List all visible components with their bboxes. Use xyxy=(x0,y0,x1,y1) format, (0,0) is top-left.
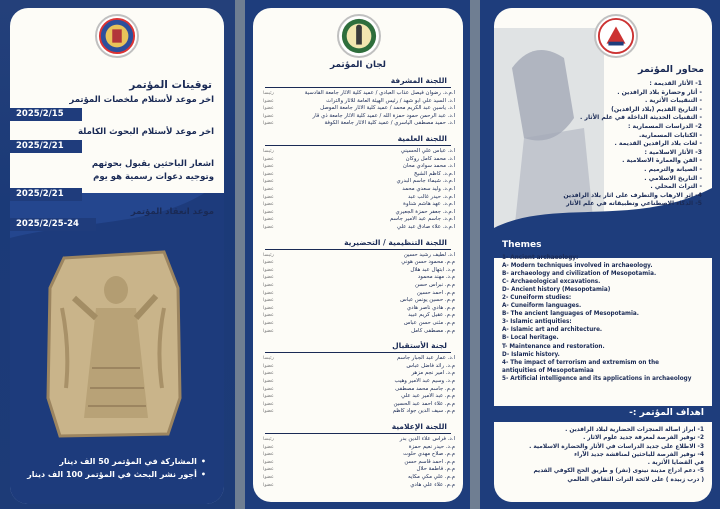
committee-member: م.د. رائد فاضل عباس xyxy=(406,362,455,369)
committee-member: م.م. صلاح مهدي حلوت xyxy=(403,451,455,458)
committee-member: أ.د. لطيف رشيد حسين xyxy=(403,251,455,258)
committee-member: م.د. امير نجم مزهر xyxy=(411,370,455,377)
schedule-item-date: 2025/2/21 xyxy=(10,188,82,201)
committee-member: م.م. سيف الدين جواد كاظم xyxy=(392,408,455,415)
committee-role: عضوا xyxy=(263,371,274,377)
committee-divider xyxy=(265,87,451,88)
committee-member: م.م. علاء علي هادي xyxy=(410,481,455,488)
committee-member: م.م. مصطفى كامل xyxy=(411,327,455,334)
committee-role: عضوا xyxy=(263,194,274,200)
goal-item: ( درب زبيدة ) على لائحة التراث الثقافي العالمي xyxy=(567,476,704,483)
committee-member: م.م. علاء احمد عبد الحسين xyxy=(393,400,455,407)
goal-item: في القضايا الأثرية . xyxy=(647,460,704,467)
axis-item: - الصيانة والترميم . xyxy=(644,165,702,173)
axis-item: - التقنيات الحديثة الداخلة في علم الأثار . xyxy=(580,114,702,122)
committee-member: أ.د. محمد كامل روكان xyxy=(405,155,455,162)
committee-role: عضوا xyxy=(263,320,274,326)
panel-themes xyxy=(480,0,720,509)
goal-item: 3- الاطلاع على جديد الدراسات في الأثار والحضارة الاسلامية . xyxy=(529,443,704,450)
committee-role: عضوا xyxy=(263,224,274,230)
committee-member: م.م. احمد قاسم حسن xyxy=(404,458,455,465)
schedule-item-label: اشعار الباحثين بقبول بحوثهم xyxy=(91,159,214,169)
committees-heading: لجان المؤتمر xyxy=(330,60,386,70)
theme-item: 4- The impact of terrorism and extremism on the xyxy=(502,359,659,366)
committee-role: عضوا xyxy=(263,394,274,400)
committee-role: عضوا xyxy=(263,171,274,177)
committee-title: لجنة الأستقبال xyxy=(392,341,447,351)
axis-item: 1- الأثار القديمة : xyxy=(649,80,702,87)
committees-card xyxy=(253,8,463,502)
committee-role: عضوا xyxy=(263,217,274,223)
committee-members xyxy=(295,252,455,336)
axis-item: - التاريخ الاسلامي . xyxy=(644,174,702,182)
committee-member: أ.م.د. جاسم عبد الامير جاسم xyxy=(389,216,455,223)
committee-member: أ.م.د. رضوان فيصل عذاب العبادي / عميد كلية الاثار جامعة القادسية xyxy=(304,90,455,96)
panel-schedule xyxy=(0,0,235,509)
committee-member: أ.م.د. كاظم الشيخ xyxy=(414,170,455,177)
themes-heading: Themes xyxy=(502,240,542,250)
committee-role: عضوا xyxy=(263,305,274,311)
committee-member: أ.د. عمار عبد الجبار جاسم xyxy=(396,355,455,362)
committee-member: م.م. حسين يونس عباس xyxy=(400,297,455,304)
committee-title: اللجنة التنظيمية / التحضيرية xyxy=(344,237,447,247)
committee-members xyxy=(295,355,455,416)
axis-item: - الكتابات المسمارية. xyxy=(638,131,702,139)
theme-item: 1- Ancient archaeology: xyxy=(502,255,579,261)
schedule-item-date: 2025/2/21 xyxy=(10,140,82,153)
committee-member: أ.د. السيد علي ابو شهد / رئيس الهيئة العامة للاثار والتراث xyxy=(326,97,455,104)
goal-item: 4- توفير الفرصة للباحثين لمناقشة جديد الآراء xyxy=(574,451,704,458)
theme-item: D- Islamic history. xyxy=(502,351,560,358)
committee-role: عضوا xyxy=(263,267,274,273)
committee-role: عضوا xyxy=(263,113,274,119)
committee-roles xyxy=(263,252,293,336)
axis-item: - التنقيبات الأثرية . xyxy=(644,97,702,105)
schedule-item-label-2: وتوجيه دعوات رسمية هو يوم xyxy=(93,172,214,182)
theme-item: 5- Artificial intelligence and its applications in archaeology xyxy=(502,375,692,382)
committee-role: عضوا xyxy=(263,98,274,104)
axis-item: - أثار وحضارة بلاد الرافدين . xyxy=(617,88,702,96)
axis-item: - الفن والعمارة الاسلامية . xyxy=(622,157,702,165)
committee-member: م.م. علي مكي مكايه xyxy=(408,473,455,480)
axis-item: 4- اثر الارهاب والتطرف على اثار بلاد الرافدين xyxy=(563,191,702,199)
committee-role: عضوا xyxy=(263,156,274,162)
committee-member: م.م. عقيل كريم عبيد xyxy=(408,312,455,319)
panel-committees xyxy=(245,0,470,509)
committee-title: اللجنة الإعلامية xyxy=(391,422,447,431)
committee-role: عضوا xyxy=(263,275,274,281)
committee-member: أ.د. ياسين عبد الكريم محمد / عميد كلية الاثار جامعة الموصل xyxy=(320,105,455,112)
committee-member: م.د. ابتهال عبد هلال xyxy=(410,266,455,273)
committee-member: م.م. عبد الامير عبد علي xyxy=(401,393,455,400)
axes-heading: محاور المؤتمر xyxy=(638,64,704,75)
committee-role: عضوا xyxy=(263,106,274,112)
themes-card xyxy=(494,8,712,502)
committee-role: رئيسا xyxy=(263,356,274,362)
schedule-item-label: موعد انعقاد المؤتمر xyxy=(130,207,214,217)
theme-item: A- Cuneiform languages. xyxy=(502,303,582,310)
committee-role: عضوا xyxy=(263,202,274,208)
committee-role: عضوا xyxy=(263,328,274,334)
schedule-item-label: اخر موعد لأستلام ملخصات المؤتمر xyxy=(69,95,214,105)
committee-role: عضوا xyxy=(263,282,274,288)
theme-item: 2- Cuneiform studies: xyxy=(502,295,572,302)
theme-item: D- Ancient history (Mesopotamia) xyxy=(502,287,611,294)
committee-member: أ.م.د. شيماء جاسم البدري xyxy=(396,178,455,185)
committee-role: عضوا xyxy=(263,164,274,170)
axis-item: 5- الذكاء الاصطناعي وتطبيقاته في علم الأثار xyxy=(566,200,702,208)
committee-member: أ.د. حميد مصطفى الياسري / عميد كلية الاثار جامعة الكوفة xyxy=(324,120,455,127)
axis-item: - التراث المحلي . xyxy=(650,183,702,191)
schedule-item-label: اخر موعد لأستلام البحوث الكاملة xyxy=(77,127,214,137)
committee-member: م.م. محمود حسن هوني xyxy=(401,259,455,266)
committee-role: عضوا xyxy=(263,260,274,266)
committee-roles xyxy=(263,436,293,489)
committee-member: م.د. وسيم عبد الامير وهيب xyxy=(394,377,455,384)
axis-item: - التاريخ القديم (بلاد الرافدين) xyxy=(611,105,702,113)
committee-role: عضوا xyxy=(263,401,274,407)
theme-item: 3- Islamic antiquities: xyxy=(502,319,572,326)
committee-member: أ.د. عبد الرحمن حمود حمزة الله / عميد كلية الاثار جامعة ذي قار xyxy=(312,112,455,119)
themes-list xyxy=(502,254,707,383)
committee-member: أ.م.د. عهد هاشم شناوة xyxy=(403,201,455,208)
fee-publication: • أجور نشر البحث في المؤتمر 100 الف دينار xyxy=(27,470,206,479)
committee-member: م.م. هادي ناصر هادي xyxy=(406,304,455,311)
committee-divider xyxy=(265,352,451,353)
goals-heading: اهداف المؤتمر :- xyxy=(629,408,704,418)
theme-item: B- archaeology and civilization of Mesopotamia. xyxy=(502,271,657,278)
fee-participation: • المشاركة في المؤتمر 50 الف دينار xyxy=(59,457,206,466)
axis-item: 3- الأثار الاسلامية : xyxy=(644,148,702,156)
committee-members xyxy=(295,436,455,489)
committee-role: عضوا xyxy=(263,386,274,392)
committee-role: عضوا xyxy=(263,444,274,450)
committee-member: أ.د. فراس علاء الدين بدر xyxy=(399,436,455,442)
goal-item: 1- ابراز اصالة المنجزات الحضارية لبلاد الرافدين . xyxy=(565,427,704,433)
theme-item: B- Local heritage. xyxy=(502,335,559,342)
committee-roles xyxy=(263,355,293,416)
axes-list xyxy=(522,80,702,209)
committee-role: عضوا xyxy=(263,313,274,319)
committee-member: أ.م.د. وليد سعدي محمد xyxy=(402,185,455,192)
goals-list xyxy=(504,426,704,484)
committee-member: م.م. فاطمة حلال xyxy=(416,466,455,473)
committee-member: أ.م.د. حيدر غالب عبد xyxy=(408,193,455,200)
committee-title: اللجنة المشرفة xyxy=(390,76,447,85)
committee-role: رئيسا xyxy=(263,149,274,154)
schedule-item-date: 2025/2/15 xyxy=(10,108,82,121)
committee-members xyxy=(295,148,455,232)
committee-divider xyxy=(265,145,451,146)
institute-logo-icon xyxy=(594,14,638,58)
committee-member: أ.م.د. علاء صادق عبد علي xyxy=(396,223,455,230)
committee-role: عضوا xyxy=(263,290,274,296)
committee-role: عضوا xyxy=(263,459,274,465)
committee-role: رئيسا xyxy=(263,252,274,258)
theme-item: A- Modern techniques involved in archaeology. xyxy=(502,263,653,270)
committee-role: عضوا xyxy=(263,409,274,415)
committee-title: اللجنة العلمية xyxy=(397,134,447,143)
committee-member: م.د. حيدر نعيم حمزة xyxy=(408,443,455,450)
schedule-item-date: 2025/2/25-24 xyxy=(10,218,96,231)
committee-roles xyxy=(263,90,293,128)
axis-item: 2- الدراسات المسمارية : xyxy=(627,122,702,130)
committee-role: عضوا xyxy=(263,186,274,192)
sumerian-relief-icon xyxy=(44,248,184,438)
committee-role: عضوا xyxy=(263,482,274,488)
committee-role: عضوا xyxy=(263,467,274,473)
theme-item: A- Islamic art and architecture. xyxy=(502,327,603,334)
axis-item: - لغات بلاد الرافدين القديمة . xyxy=(614,140,702,148)
committee-role: عضوا xyxy=(263,452,274,458)
theme-item: T- Maintenance and restoration. xyxy=(502,343,605,350)
committee-role: رئيسا xyxy=(263,437,274,442)
committee-role: عضوا xyxy=(263,179,274,185)
committee-role: رئيسا xyxy=(263,91,274,96)
committee-roles xyxy=(263,148,293,232)
committee-member: م.م. مثنى حسن عباس xyxy=(403,319,455,326)
committee-members xyxy=(295,90,455,128)
theme-item: antiquities of Mesopotamiaa xyxy=(502,367,594,374)
committee-role: عضوا xyxy=(263,121,274,127)
schedule-card xyxy=(10,8,224,504)
committee-role: عضوا xyxy=(263,474,274,480)
committee-role: عضوا xyxy=(263,209,274,215)
committee-divider xyxy=(265,249,451,250)
university-logo-icon xyxy=(95,14,139,58)
theme-item: B- The ancient languages of Mesopotamia. xyxy=(502,311,639,318)
committee-member: م.د. مهند محمود xyxy=(417,274,455,281)
committee-member: م.م. نبراس حسن xyxy=(415,281,455,288)
goal-item: 2- توفير الفرصة لمعرفة جديد علوم الاثار . xyxy=(583,435,704,442)
college-logo-icon xyxy=(337,14,381,58)
committee-member: أ.د. محمد سوادي محان xyxy=(402,163,455,170)
committee-role: عضوا xyxy=(263,378,274,384)
committee-role: عضوا xyxy=(263,298,274,304)
committee-role: عضوا xyxy=(263,363,274,369)
committee-divider xyxy=(265,433,451,434)
goal-item: 5- دعم ادراج مدينة نينوى (نفر) و طريق الحج الكوفي القديم xyxy=(533,468,704,475)
committee-member: أ.د. عباس علي الحسيني xyxy=(400,148,455,154)
schedule-heading: توقيتات المؤتمر xyxy=(129,79,212,91)
theme-item: C- Archaeological excavations. xyxy=(502,279,601,286)
committee-member: أ.م.د. جعفر حمزة الجعيري xyxy=(395,208,455,215)
committee-member: م.م. احمد حسين xyxy=(416,289,455,296)
committee-member: م.م. جاسم محمد مصطفى xyxy=(395,385,455,392)
